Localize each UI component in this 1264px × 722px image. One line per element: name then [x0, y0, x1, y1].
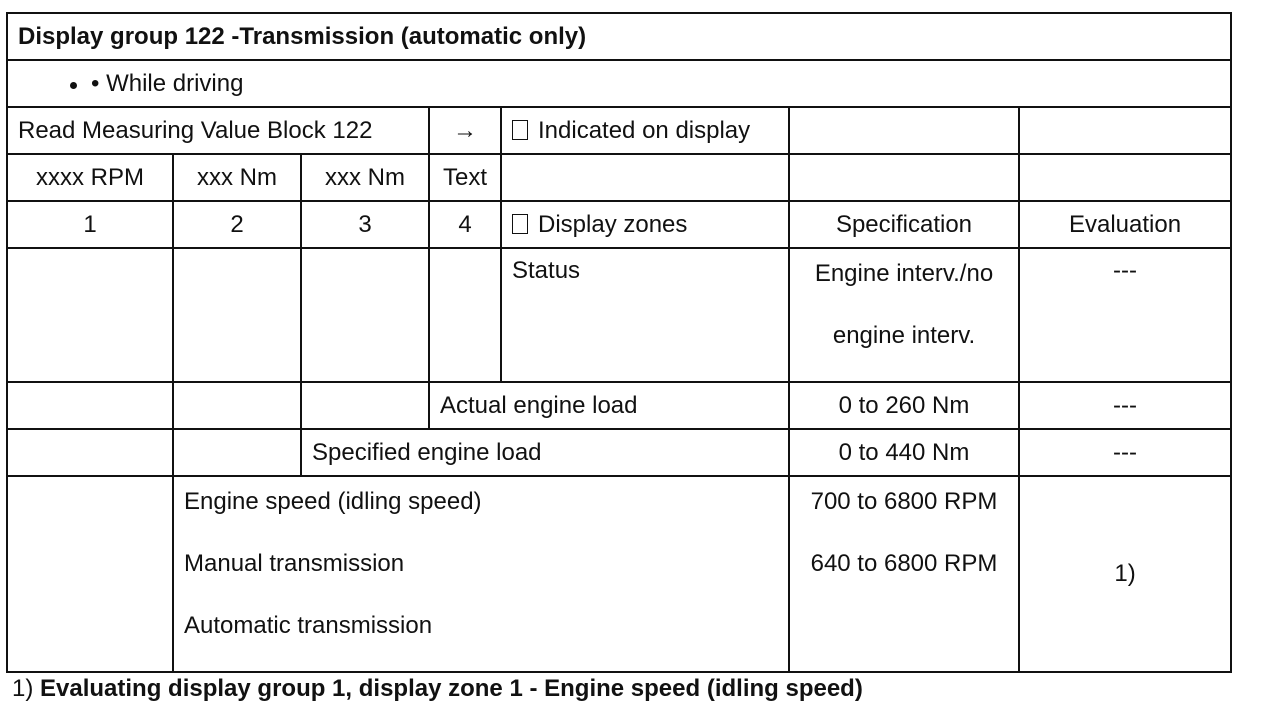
empty-cell [7, 476, 173, 672]
manual-transmission-spec: 640 to 6800 RPM [810, 550, 998, 577]
manual-transmission-label: Manual transmission [184, 550, 405, 577]
read-label: Read Measuring Value Block 122 [7, 107, 429, 154]
footnote-marker: 1) [12, 675, 34, 702]
specified-load-row [7, 429, 1231, 476]
engine-speed-eval: 1) [1019, 476, 1231, 672]
empty-cell [173, 248, 301, 382]
title-row [7, 13, 1231, 60]
zone-number-1: 1 [7, 201, 173, 248]
status-eval: --- [1019, 248, 1231, 382]
empty-cell [301, 382, 429, 429]
footnote [12, 675, 863, 703]
empty-cell [1019, 154, 1231, 201]
footnote-text: Evaluating display group 1, display zone 1 - Engine speed (idling speed) [40, 675, 863, 702]
unit-zone-2: xxx Nm [173, 154, 301, 201]
zone-number-3: 3 [301, 201, 429, 248]
table-title: Display group 122 -Transmission (automatic only) [7, 13, 1231, 60]
box-symbol-icon [512, 214, 528, 234]
specification-header: Specification [789, 201, 1019, 248]
status-spec-line2: engine interv. [832, 322, 976, 349]
condition-row [7, 60, 1231, 107]
condition-cell [7, 60, 1231, 107]
empty-cell [7, 248, 173, 382]
empty-cell [501, 154, 789, 201]
evaluation-header: Evaluation [1019, 201, 1231, 248]
empty-cell [173, 429, 301, 476]
specified-load-spec: 0 to 440 Nm [789, 429, 1019, 476]
zone-number-2: 2 [173, 201, 301, 248]
empty-cell [301, 248, 429, 382]
empty-cell [429, 248, 501, 382]
empty-cell [789, 154, 1019, 201]
unit-zone-3: xxx Nm [301, 154, 429, 201]
measuring-value-table [6, 12, 1232, 673]
status-label: Status [501, 248, 789, 382]
unit-zone-4: Text [429, 154, 501, 201]
display-zones-header [501, 201, 789, 248]
empty-cell [1019, 107, 1231, 154]
indicated-cell [501, 107, 789, 154]
status-spec-line1: Engine interv./no [814, 260, 994, 287]
specified-load-eval: --- [1019, 429, 1231, 476]
actual-load-label: Actual engine load [429, 382, 789, 429]
read-row [7, 107, 1231, 154]
status-spec [789, 248, 1019, 382]
actual-load-eval: --- [1019, 382, 1231, 429]
engine-speed-labels [173, 476, 789, 672]
actual-load-spec: 0 to 260 Nm [789, 382, 1019, 429]
engine-speed-spec: 700 to 6800 RPM [810, 488, 998, 515]
condition-text: • While driving [91, 69, 244, 97]
engine-speed-label: Engine speed (idling speed) [184, 488, 482, 515]
bullet-icon [70, 82, 77, 89]
empty-cell [7, 429, 173, 476]
zones-header-row [7, 201, 1231, 248]
actual-load-row [7, 382, 1231, 429]
engine-speed-specs [789, 476, 1019, 672]
engine-speed-row [7, 476, 1231, 672]
units-row [7, 154, 1231, 201]
display-zones-text: Display zones [538, 210, 688, 238]
empty-cell [173, 382, 301, 429]
zone-number-4: 4 [429, 201, 501, 248]
box-symbol-icon [512, 120, 528, 140]
empty-cell [7, 382, 173, 429]
empty-cell [789, 107, 1019, 154]
status-row [7, 248, 1231, 382]
arrow-right-icon: → [429, 107, 501, 154]
specified-load-label: Specified engine load [301, 429, 789, 476]
unit-zone-1: xxxx RPM [7, 154, 173, 201]
indicated-text: Indicated on display [538, 116, 751, 144]
automatic-transmission-label: Automatic transmission [184, 612, 433, 639]
